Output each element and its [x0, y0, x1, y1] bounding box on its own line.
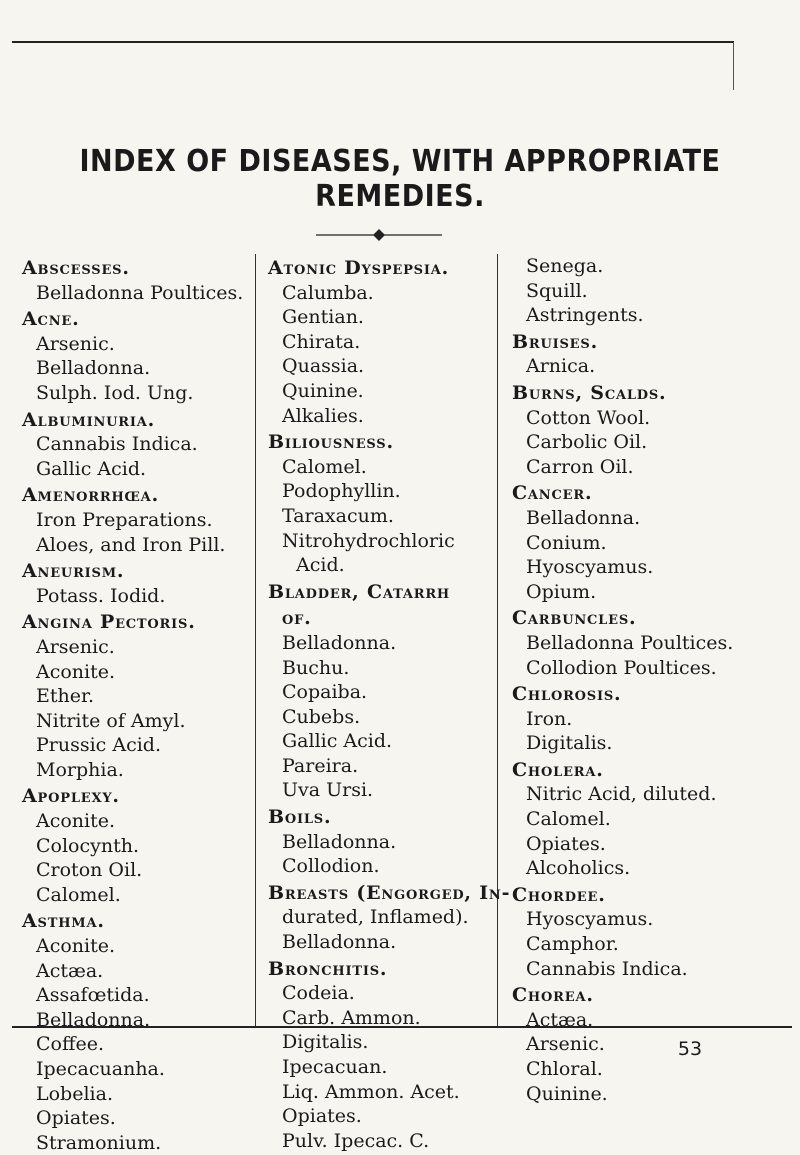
disease-heading: Biliousness.: [268, 431, 394, 454]
remedy-item: Potass. Iodid.: [36, 584, 166, 607]
diamond-rule-icon: [316, 228, 442, 242]
remedy-item: Lobelia.: [36, 1082, 113, 1105]
disease-heading: Bronchitis.: [268, 957, 388, 980]
remedy-item: Opiates.: [526, 832, 606, 855]
disease-heading: Burns, Scalds.: [512, 381, 667, 404]
column-divider: [255, 254, 256, 1026]
remedy-item: Belladonna.: [282, 931, 397, 954]
remedy-item: Morphia.: [36, 758, 124, 781]
remedy-item: Ether.: [36, 685, 95, 708]
remedy-item: Arsenic.: [36, 635, 115, 658]
disease-heading: Atonic Dyspepsia.: [268, 257, 450, 279]
remedy-item: Arsenic.: [526, 1033, 605, 1056]
remedy-item: Nitric Acid, diluted.: [526, 783, 717, 806]
remedy-item: Pulv. Ipecac. C.: [282, 1129, 430, 1152]
remedy-item: Taraxacum.: [282, 504, 394, 527]
disease-heading: Abscesses.: [22, 257, 130, 279]
remedy-item: Sulph. Iod. Ung.: [36, 381, 194, 404]
column-divider: [497, 254, 498, 1026]
remedy-item: Ipecacuan.: [282, 1056, 388, 1078]
remedy-item: Nitrite of Amyl.: [36, 709, 186, 732]
remedy-item: Aconite.: [36, 935, 116, 958]
remedy-item: Alkalies.: [282, 404, 364, 427]
disease-heading: Breasts (Engorged, In-: [268, 881, 511, 904]
remedy-item: Opiates.: [282, 1105, 362, 1128]
remedy-item: Belladonna.: [282, 631, 397, 654]
disease-heading: Bladder, Catarrh: [268, 580, 451, 603]
disease-heading: Cancer.: [512, 482, 593, 505]
remedy-item: Calomel.: [36, 883, 121, 906]
remedy-item: Aloes, and Iron Pill.: [36, 533, 226, 556]
remedy-item: Gentian.: [282, 306, 364, 329]
remedy-item: Liq. Ammon. Acet.: [282, 1080, 460, 1103]
remedy-item: Collodion.: [282, 855, 380, 878]
remedy-item: Uva Ursi.: [282, 779, 374, 802]
remedy-item: Arsenic.: [36, 332, 115, 355]
top-rule: [12, 41, 734, 43]
remedy-item: Belladonna Poultices.: [526, 631, 734, 654]
remedy-item: Carbolic Oil.: [526, 431, 648, 454]
remedy-item: Iron.: [526, 707, 573, 730]
remedy-item: Colocynth.: [36, 834, 140, 857]
remedy-item: Assafœtida.: [36, 984, 150, 1007]
disease-heading: Acne.: [22, 308, 80, 331]
remedy-item: Quinine.: [526, 1082, 608, 1105]
remedy-item: Actæa.: [526, 1008, 594, 1031]
page-title: INDEX OF DISEASES, WITH APPROPRIATE REMEDIES.: [79, 144, 721, 214]
remedy-item: durated, Inflamed).: [282, 906, 469, 929]
remedy-item: Alcoholics.: [526, 857, 631, 880]
disease-heading: Aneurism.: [22, 560, 125, 583]
remedy-item: Ipecacuanha.: [36, 1058, 165, 1080]
remedy-item: Gallic Acid.: [282, 730, 393, 753]
remedy-item: Stramonium.: [36, 1131, 162, 1154]
remedy-item: Belladonna.: [36, 1008, 151, 1031]
remedy-item: Calomel.: [282, 455, 367, 478]
index-column-2: [268, 254, 511, 1153]
page-number: 53: [677, 1038, 703, 1060]
disease-heading: Cholera.: [512, 758, 604, 781]
remedy-item: Arnica.: [526, 355, 596, 378]
remedy-item: Cannabis Indica.: [36, 433, 198, 456]
remedy-item: Belladonna.: [36, 357, 151, 380]
disease-heading: Asthma.: [22, 910, 105, 933]
remedy-item: Conium.: [526, 531, 607, 554]
remedy-item: Digitalis.: [282, 1031, 369, 1054]
remedy-item: Squill.: [526, 279, 588, 302]
remedy-item: Hyoscyamus.: [526, 556, 654, 579]
remedy-item: Digitalis.: [526, 732, 613, 755]
remedy-item: Pareira.: [282, 754, 359, 777]
disease-heading: Chlorosis.: [512, 683, 622, 706]
disease-heading: Carbuncles.: [512, 607, 637, 630]
remedy-item: Calumba.: [282, 281, 374, 304]
remedy-item: Chirata.: [282, 330, 361, 353]
remedy-item: Belladonna.: [526, 506, 641, 529]
bottom-rule: [12, 1026, 792, 1028]
remedy-item: Prussic Acid.: [36, 734, 162, 757]
remedy-item: Actæa.: [36, 959, 104, 982]
top-rule-edge: [733, 42, 734, 90]
remedy-item: Aconite.: [36, 660, 116, 683]
remedy-item: Belladonna Poultices.: [36, 281, 244, 304]
remedy-item: Copaiba.: [282, 681, 368, 704]
remedy-item: Collodion Poultices.: [526, 656, 717, 679]
remedy-item: Carron Oil.: [526, 455, 634, 478]
index-column-1: [22, 254, 252, 1155]
disease-heading: Amenorrhœa.: [22, 484, 159, 507]
remedy-item: Coffee.: [36, 1033, 105, 1056]
remedy-item: Opium.: [526, 580, 597, 603]
remedy-item: Codeia.: [282, 982, 355, 1005]
remedy-item: Hyoscyamus.: [526, 908, 654, 931]
remedy-item: Chloral.: [526, 1058, 603, 1080]
remedy-item: Podophyllin.: [282, 480, 401, 503]
disease-heading: Chorea.: [512, 984, 594, 1007]
remedy-item: Buchu.: [282, 656, 350, 679]
remedy-item: Iron Preparations.: [36, 508, 213, 531]
disease-heading: of.: [282, 607, 312, 630]
disease-heading: Angina Pectoris.: [22, 611, 196, 634]
remedy-item: Cotton Wool.: [526, 406, 651, 429]
remedy-item: Cubebs.: [282, 705, 361, 728]
disease-heading: Albuminuria.: [22, 408, 156, 431]
remedy-item: Cannabis Indica.: [526, 957, 688, 980]
remedy-item: Acid.: [296, 554, 345, 577]
remedy-item: Aconite.: [36, 810, 116, 833]
disease-heading: Chordee.: [512, 883, 606, 906]
index-column-3: [512, 254, 798, 1106]
remedy-item: Senega.: [526, 255, 604, 277]
disease-heading: Boils.: [268, 806, 332, 829]
remedy-item: Camphor.: [526, 933, 619, 956]
remedy-item: Quinine.: [282, 379, 364, 402]
remedy-item: Gallic Acid.: [36, 457, 147, 480]
remedy-item: Calomel.: [526, 808, 611, 831]
remedy-item: Belladonna.: [282, 830, 397, 853]
remedy-item: Quassia.: [282, 355, 365, 378]
disease-heading: Bruises.: [512, 330, 598, 353]
remedy-item: Croton Oil.: [36, 859, 143, 882]
remedy-item: Carb. Ammon.: [282, 1006, 421, 1029]
remedy-item: Astringents.: [526, 304, 644, 327]
disease-heading: Apoplexy.: [22, 785, 120, 808]
remedy-item: Nitrohydrochloric: [282, 529, 455, 552]
remedy-item: Opiates.: [36, 1107, 116, 1130]
